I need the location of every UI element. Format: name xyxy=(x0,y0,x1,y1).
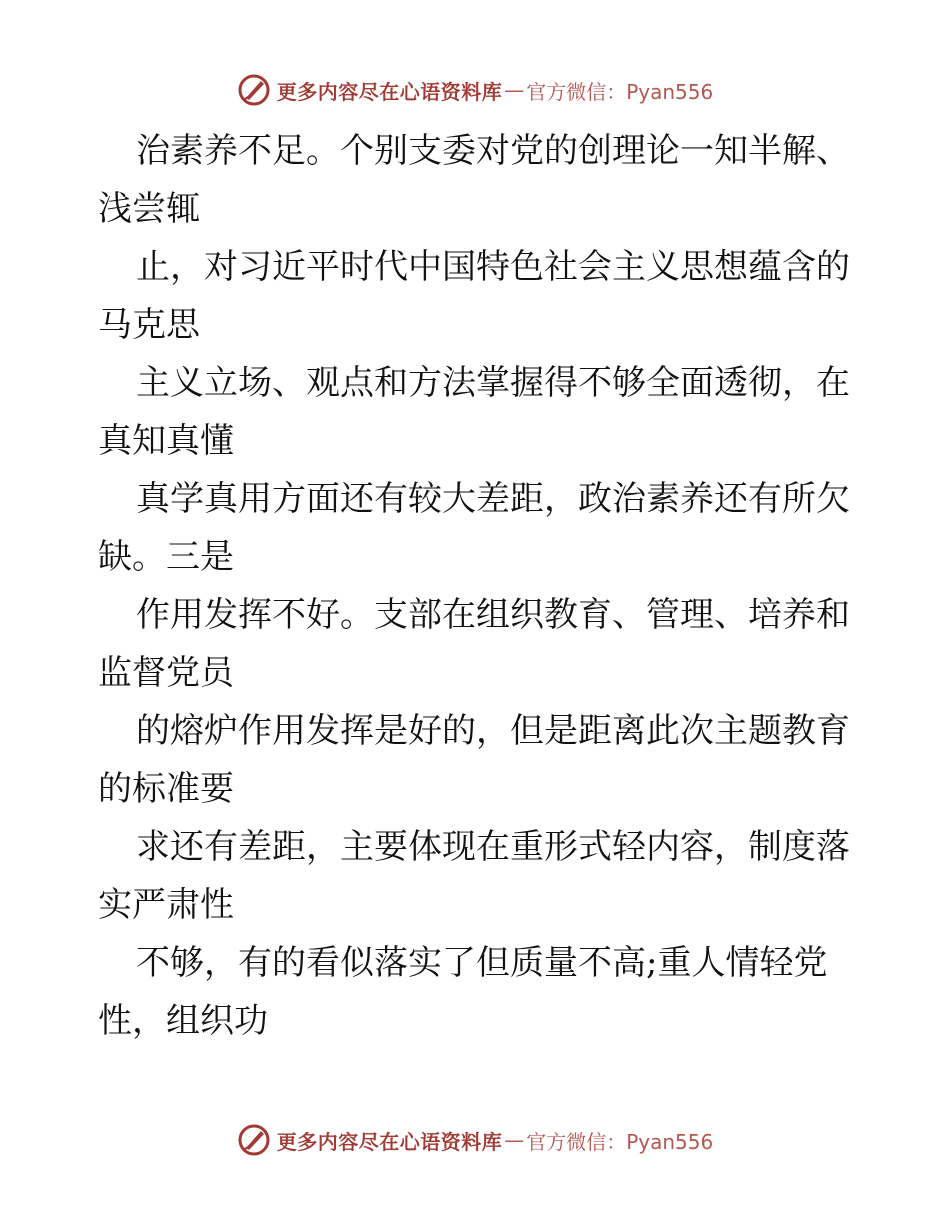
text-line: 主义立场、观点和方法掌握得不够全面透彻，在 xyxy=(136,363,850,403)
text-line: 的标准要 xyxy=(98,769,234,809)
banner-wechat: 官方微信：Pyan556 xyxy=(526,79,714,104)
quill-logo-icon xyxy=(237,1123,271,1157)
document-body xyxy=(98,122,868,1050)
text-line: 治素养不足。个别支委对党的创理论一知半解、 xyxy=(136,131,850,171)
banner-wechat: 官方微信：Pyan556 xyxy=(526,1129,714,1154)
banner-title: 更多内容尽在心语资料库 xyxy=(276,1129,503,1154)
banner-dash: — xyxy=(504,1128,525,1152)
text-line: 真学真用方面还有较大差距，政治素养还有所欠 xyxy=(136,479,850,519)
text-line: 的熔炉作用发挥是好的，但是距离此次主题教育 xyxy=(136,711,850,751)
banner-title: 更多内容尽在心语资料库 xyxy=(276,79,503,104)
text-line: 真知真懂 xyxy=(98,421,234,461)
text-line: 作用发挥不好。支部在组织教育、管理、培养和 xyxy=(136,595,850,635)
banner-dash: — xyxy=(504,78,525,102)
text-line: 浅尝辄 xyxy=(98,189,200,229)
text-line: 止，对习近平时代中国特色社会主义思想蕴含的 xyxy=(136,247,850,287)
text-line: 马克思 xyxy=(98,305,200,345)
footer-banner xyxy=(0,1120,950,1160)
text-line: 不够，有的看似落实了但质量不高;重人情轻党 xyxy=(136,943,828,983)
text-line: 性，组织功 xyxy=(98,1001,268,1041)
text-line: 监督党员 xyxy=(98,653,234,693)
header-banner xyxy=(0,70,950,110)
quill-logo-icon xyxy=(237,73,271,107)
text-line: 实严肃性 xyxy=(98,885,234,925)
text-line: 缺。三是 xyxy=(98,537,234,577)
text-line: 求还有差距，主要体现在重形式轻内容，制度落 xyxy=(136,827,850,867)
